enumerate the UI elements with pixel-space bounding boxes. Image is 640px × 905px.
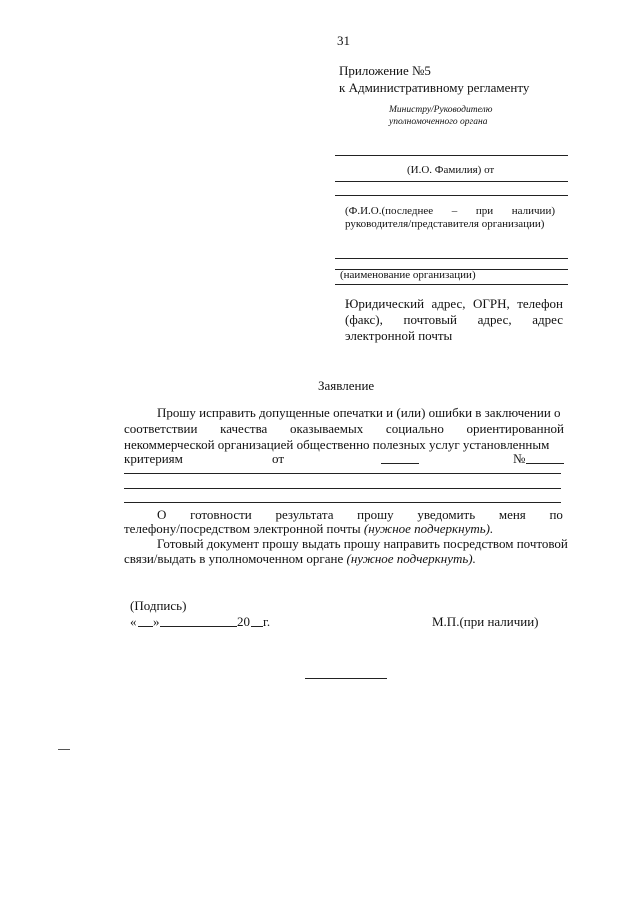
signature-date-close: » — [153, 614, 160, 629]
body-p1-line2: соответствии качества оказываемых социально ориентированной — [124, 421, 564, 436]
requisites-line3: электронной почты — [345, 328, 453, 343]
blank-line-1 — [124, 473, 561, 474]
number-blank — [526, 463, 564, 464]
year-blank — [251, 626, 263, 627]
blank-line-2 — [124, 488, 561, 489]
org-name-caption: (наименование организации) — [340, 269, 476, 281]
body-p1-line1: Прошу исправить допущенные опечатки и (или) ошибки в заключении о — [157, 405, 561, 420]
org-line-1 — [335, 258, 568, 259]
body-p2-line1: О готовности результата прошу уведомить меня по — [157, 507, 563, 522]
applicant-line-2 — [335, 195, 568, 196]
closing-separator — [305, 678, 387, 679]
margin-mark — [58, 749, 70, 750]
requisites-line2: (факс), почтовый адрес, адрес — [345, 312, 563, 327]
blank-line-3 — [124, 502, 561, 503]
day-blank — [138, 626, 153, 627]
fio-caption: (И.О. Фамилия) от — [407, 164, 495, 176]
body-p3-line1: Готовый документ прошу выдать прошу направить посредством почтовой — [157, 536, 568, 551]
body-p1-line4-b: от — [272, 451, 285, 466]
body-p1-line3: некоммерческой организацией общественно полезных услуг установленным — [124, 437, 550, 452]
body-p1-line4-c: № — [513, 451, 526, 466]
body-p2-line2: телефону/посредством электронной почты (нужное подчеркнуть). — [124, 521, 494, 536]
addressee-underline — [335, 155, 568, 156]
date-blank — [381, 463, 419, 464]
requisites-line1: Юридический адрес, ОГРН, телефон — [345, 296, 563, 311]
appendix-title: Приложение №5 — [339, 63, 431, 78]
statement-heading: Заявление — [318, 378, 375, 393]
addressee-line2: уполномоченного органа — [389, 117, 488, 127]
representative-caption-line2: руководителя/представителя организации) — [345, 218, 545, 230]
signature-date-open: « — [130, 614, 137, 629]
body-p3-line2: связи/выдать в уполномоченном органе (нужное подчеркнуть). — [124, 551, 476, 566]
appendix-subtitle: к Административному регламенту — [339, 80, 530, 95]
addressee-line1: Министру/Руководителю — [389, 105, 493, 115]
org-line-3 — [335, 284, 568, 285]
signature-year: 20 — [237, 614, 250, 629]
representative-caption: (Ф.И.О.(последнее – при наличии) — [345, 205, 555, 217]
page-number: 31 — [337, 33, 350, 48]
body-p1-line4-a: критериям — [124, 451, 183, 466]
stamp-label: М.П.(при наличии) — [432, 614, 539, 629]
signature-label: (Подпись) — [130, 598, 187, 613]
month-blank — [160, 626, 237, 627]
applicant-line-1 — [335, 181, 568, 182]
signature-year-suffix: г. — [263, 614, 271, 629]
